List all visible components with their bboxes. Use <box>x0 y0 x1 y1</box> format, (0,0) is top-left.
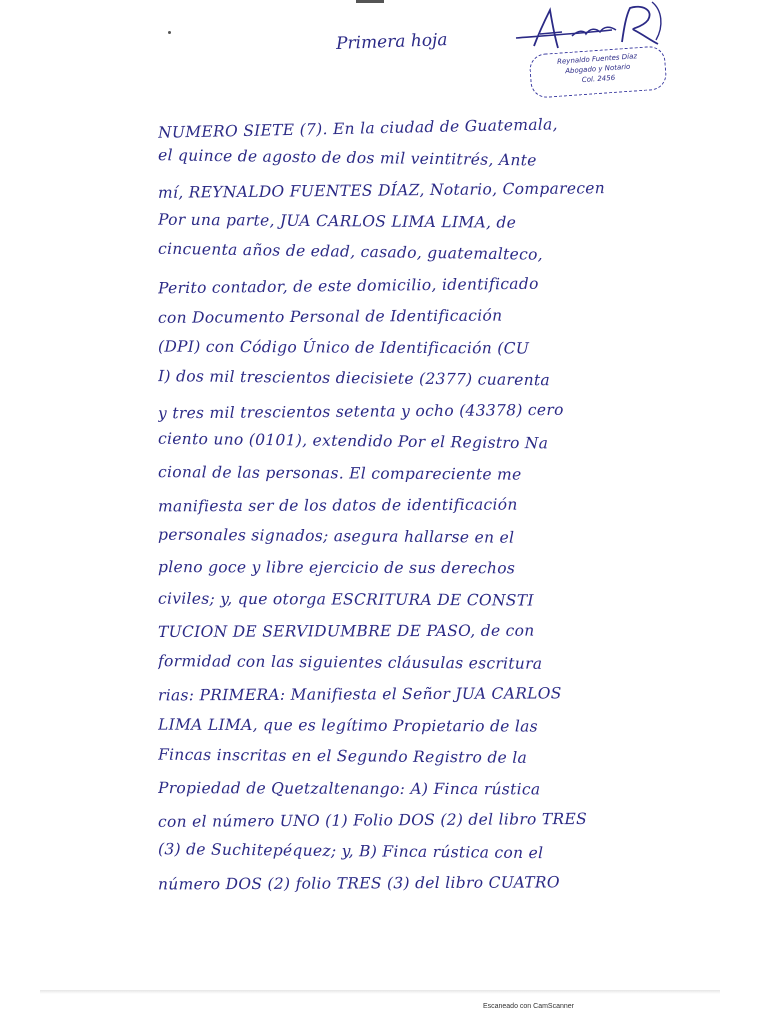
handwritten-body <box>158 112 706 900</box>
body-line: Por una parte, JUA CARLOS LIMA LIMA, de <box>157 210 517 232</box>
body-line: rias: PRIMERA: Manifiesta el Señor JUA CARLOS <box>157 684 562 705</box>
stamp-line: Reynaldo Fuentes Díaz <box>556 52 638 66</box>
body-line: manifiesta ser de los datos de identificación <box>157 495 518 516</box>
notary-stamp <box>529 45 668 98</box>
body-line: Perito contador, de este domicilio, identificado <box>157 274 539 297</box>
body-line: civiles; y, que otorga ESCRITURA DE CONSTI <box>157 589 534 610</box>
body-line: I) dos mil trescientos diecisiete (2377) cuarenta <box>157 367 551 390</box>
page-edge-shadow <box>40 990 720 994</box>
body-line: mí, REYNALDO FUENTES DÍAZ, Notario, Comparecen <box>157 179 606 202</box>
stamp-line: Col. 2456 <box>581 73 616 85</box>
body-line: número DOS (2) folio TRES (3) del libro CUATRO <box>157 873 560 894</box>
body-line: (DPI) con Código Único de Identificación (CU <box>157 337 530 358</box>
body-line: y tres mil trescientos setenta y ocho (43378) cero <box>157 400 564 422</box>
body-line: con Documento Personal de Identificación <box>157 306 503 327</box>
body-line: pleno goce y libre ejercicio de sus derechos <box>157 558 516 578</box>
body-line: LIMA LIMA, que es legítimo Propietario de las <box>157 715 539 736</box>
stamp-line: Abogado y Notario <box>564 62 631 76</box>
body-line: Propiedad de Quetzaltenango: A) Finca rústica <box>157 778 541 798</box>
body-line: formidad con las siguientes cláusulas escritura <box>157 651 543 673</box>
body-line: con el número UNO (1) Folio DOS (2) del libro TRES <box>157 809 588 831</box>
body-line: cincuenta años de edad, casado, guatemalteco, <box>157 239 544 264</box>
body-line: TUCION DE SERVIDUMBRE DE PASO, de con <box>157 621 535 641</box>
body-line: cional de las personas. El compareciente me <box>157 462 522 484</box>
body-line: el quince de agosto de dos mil veintitrés, Ante <box>157 145 537 169</box>
body-line: personales signados; asegura hallarse en el <box>157 525 515 547</box>
page-title: Primera hoja <box>335 30 448 54</box>
body-line: (3) de Suchitepéquez; y, B) Finca rústica con el <box>157 839 544 862</box>
page-top-mark <box>356 0 384 3</box>
body-line: ciento uno (0101), extendido Por el Registro Na <box>157 429 549 453</box>
body-line: NUMERO SIETE (7). En la ciudad de Guatemala, <box>157 115 558 142</box>
ink-dot <box>168 31 171 34</box>
scanner-watermark: Escaneado con CamScanner <box>482 1003 574 1010</box>
body-line: Fincas inscritas en el Segundo Registro de la <box>157 745 528 767</box>
